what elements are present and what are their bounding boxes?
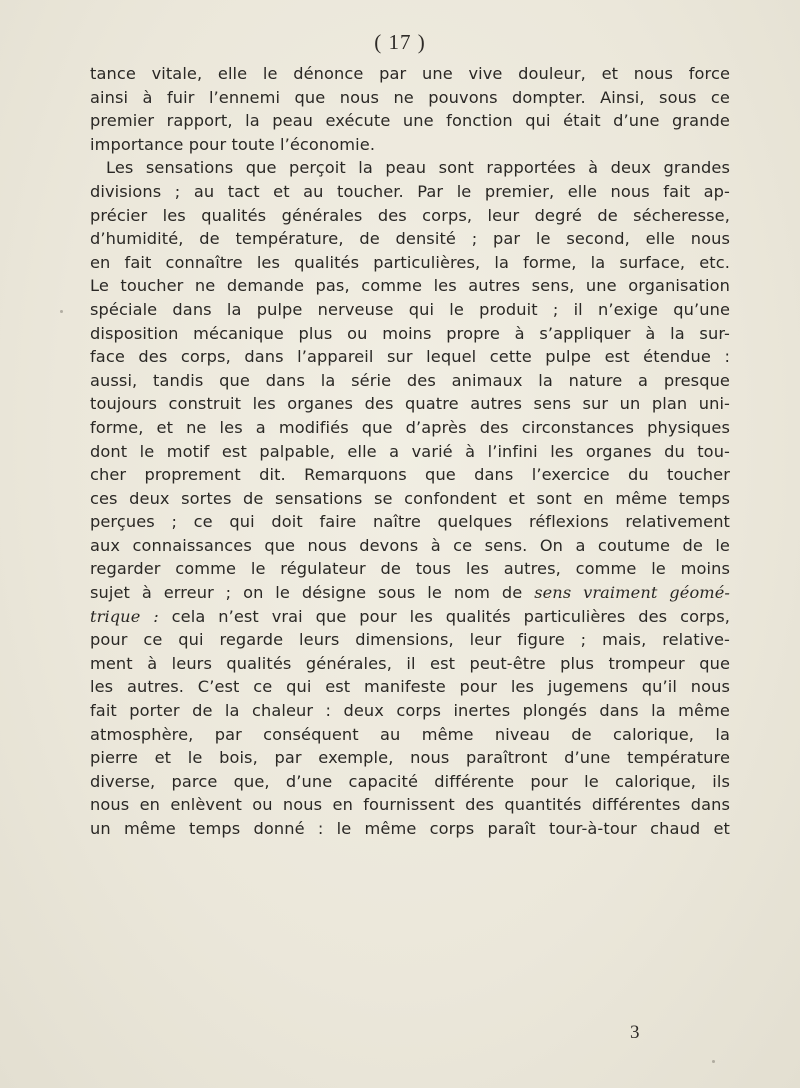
text-run: sujet à erreur ; on le désigne sous le nom de (90, 583, 535, 603)
text-line: Le toucher ne demande pas, comme les autres sens, une organisation (90, 276, 730, 296)
text-line: tance vitale, elle le dénonce par une vive douleur, et nous force (90, 64, 730, 83)
italic-term: trique : (90, 606, 159, 626)
text-line: d’humidité, de température, de densité ; par le second, elle nous (90, 229, 730, 249)
text-line: en fait connaître les qualités particulières, la forme, la surface, etc. (90, 252, 730, 272)
text-line: précier les qualités générales des corps, leur degré de sécheresse, (90, 205, 730, 225)
paper-speck (60, 310, 63, 313)
text-line: divisions ; au tact et au toucher. Par le premier, elle nous fait ap- (90, 181, 730, 201)
paper-speck (712, 1060, 715, 1063)
text-line: cher proprement dit. Remarquons que dans l’exercice du toucher (90, 465, 730, 485)
text-line: dont le motif est palpable, elle a varié à l’infini les organes du tou- (90, 441, 730, 461)
text-line: Les sensations que perçoit la peau sont rapportées à deux grandes (106, 158, 730, 178)
text-line-with-italic (90, 581, 730, 605)
text-line: aussi, tandis que dans la série des animaux la nature a presque (90, 370, 730, 390)
text-line: importance pour toute l’économie. (90, 134, 376, 154)
text-line: un même temps donné : le même corps paraît tour-à-tour chaud et (90, 819, 730, 838)
text-line: premier rapport, la peau exécute une fonction qui était d’une grande (90, 111, 730, 131)
text-line: face des corps, dans l’appareil sur lequel cette pulpe est étendue : (90, 347, 730, 367)
text-line: forme, et ne les a modifiés que d’après des circonstances physiques (90, 417, 730, 437)
text-line: ainsi à fuir l’ennemi que nous ne pouvons dompter. Ainsi, sous ce (90, 87, 730, 107)
text-line: toujours construit les organes des quatre autres sens sur un plan uni- (90, 394, 730, 414)
text-line: perçues ; ce qui doit faire naître quelques réflexions relativement (90, 512, 730, 532)
text-line: fait porter de la chaleur : deux corps inertes plongés dans la même (90, 701, 730, 721)
text-line: regarder comme le régulateur de tous les autres, comme le moins (90, 559, 730, 579)
signature-mark: 3 (630, 1022, 640, 1043)
text-line: pierre et le bois, par exemple, nous paraîtront d’une température (90, 748, 730, 768)
text-line: spéciale dans la pulpe nerveuse qui le produit ; il n’exige qu’une (90, 299, 730, 319)
text-line: atmosphère, par conséquent au même niveau de calorique, la (90, 724, 730, 744)
italic-term: sens vraiment géomé- (534, 583, 730, 603)
body-text (90, 62, 730, 841)
text-line: diverse, parce que, d’une capacité différente pour le calorique, ils (90, 771, 730, 791)
text-line: nous en enlèvent ou nous en fournissent des quantités différentes dans (90, 795, 730, 815)
text-line: disposition mécanique plus ou moins propre à s’appliquer à la sur- (90, 323, 730, 343)
text-line: ces deux sortes de sensations se confondent et sont en même temps (90, 488, 730, 508)
text-line-with-italic (90, 605, 730, 629)
page-number: ( 17 ) (374, 30, 426, 54)
text-line: pour ce qui regarde leurs dimensions, leur figure ; mais, relative- (90, 630, 730, 650)
text-run: cela n’est vrai que pour les qualités particulières des corps, (158, 606, 730, 626)
text-line: aux connaissances que nous devons à ce sens. On a coutume de le (90, 535, 730, 555)
text-line: ment à leurs qualités générales, il est peut-être plus trompeur que (90, 653, 730, 673)
text-line: les autres. C’est ce qui est manifeste pour les jugemens qu’il nous (90, 677, 730, 697)
